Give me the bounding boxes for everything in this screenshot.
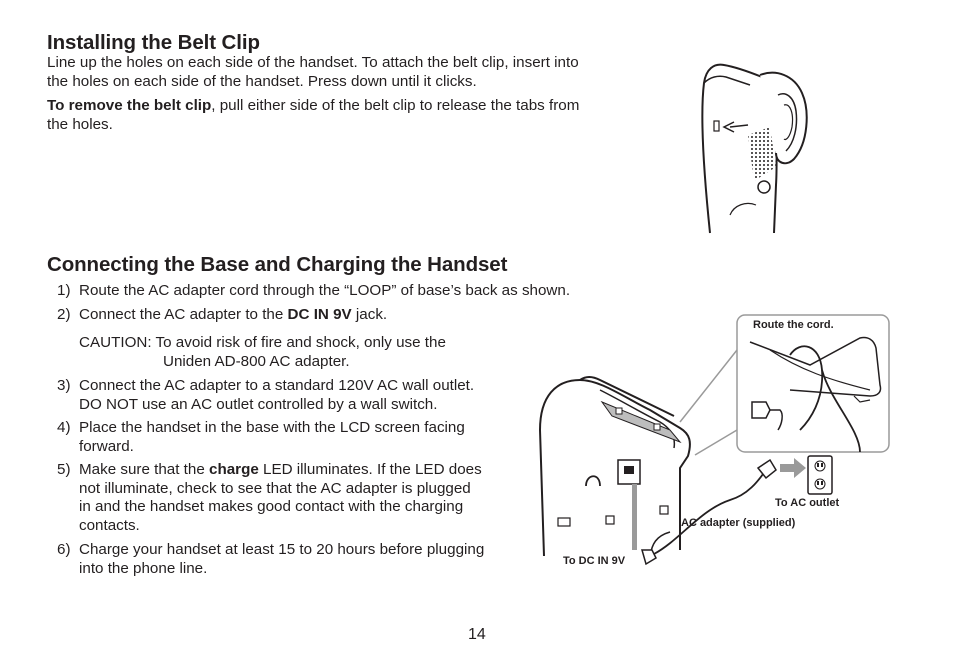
step-1: 1) Route the AC adapter cord through the “LOOP” of base’s back as shown. — [57, 282, 571, 299]
belt-clip-instructions: Line up the holes on each side of the handset. To attach the belt clip, insert into the holes on each side of the handset. Press down until it clicks. — [47, 54, 579, 90]
step-5: 5) Make sure that the charge LED illuminates. If the LED does not illuminate, check to see that the AC adapter is plugged in and the handset makes good contact with the charging contacts. — [57, 461, 482, 534]
route-cord-label: Route the cord. — [753, 319, 834, 331]
ac-adapter-label: AC adapter (supplied) — [681, 517, 796, 529]
caution-note: CAUTION: To avoid risk of fire and shock, only use the Uniden AD-800 AC adapter. — [79, 334, 446, 370]
step-6: 6) Charge your handset at least 15 to 20 hours before plugging into the phone line. — [57, 541, 485, 577]
section-title-belt-clip: Installing the Belt Clip — [47, 31, 260, 54]
step-2: 2) Connect the AC adapter to the DC IN 9V jack. — [57, 306, 388, 323]
page-number: 14 — [468, 626, 486, 643]
ac-outlet-label: To AC outlet — [775, 497, 840, 509]
ac-outlet-arrow — [780, 458, 806, 478]
dc-in-label: To DC IN 9V — [563, 555, 626, 567]
step-3: 3) Connect the AC adapter to a standard 120V AC wall outlet. DO NOT use an AC outlet controlled by a wall switch. — [57, 377, 475, 413]
dc-in-arrow — [632, 484, 637, 550]
remove-belt-clip-instructions: To remove the belt clip, pull either side of the belt clip to release the tabs from the holes. — [47, 97, 580, 133]
belt-clip-illustration — [690, 55, 820, 235]
base-connection-diagram — [530, 310, 900, 570]
ac-adapter-plug — [758, 460, 776, 478]
route-cord-inset — [737, 315, 889, 452]
section-title-connecting-base: Connecting the Base and Charging the Handset — [47, 253, 508, 276]
step-4: 4) Place the handset in the base with the LCD screen facing forward. — [57, 419, 465, 455]
